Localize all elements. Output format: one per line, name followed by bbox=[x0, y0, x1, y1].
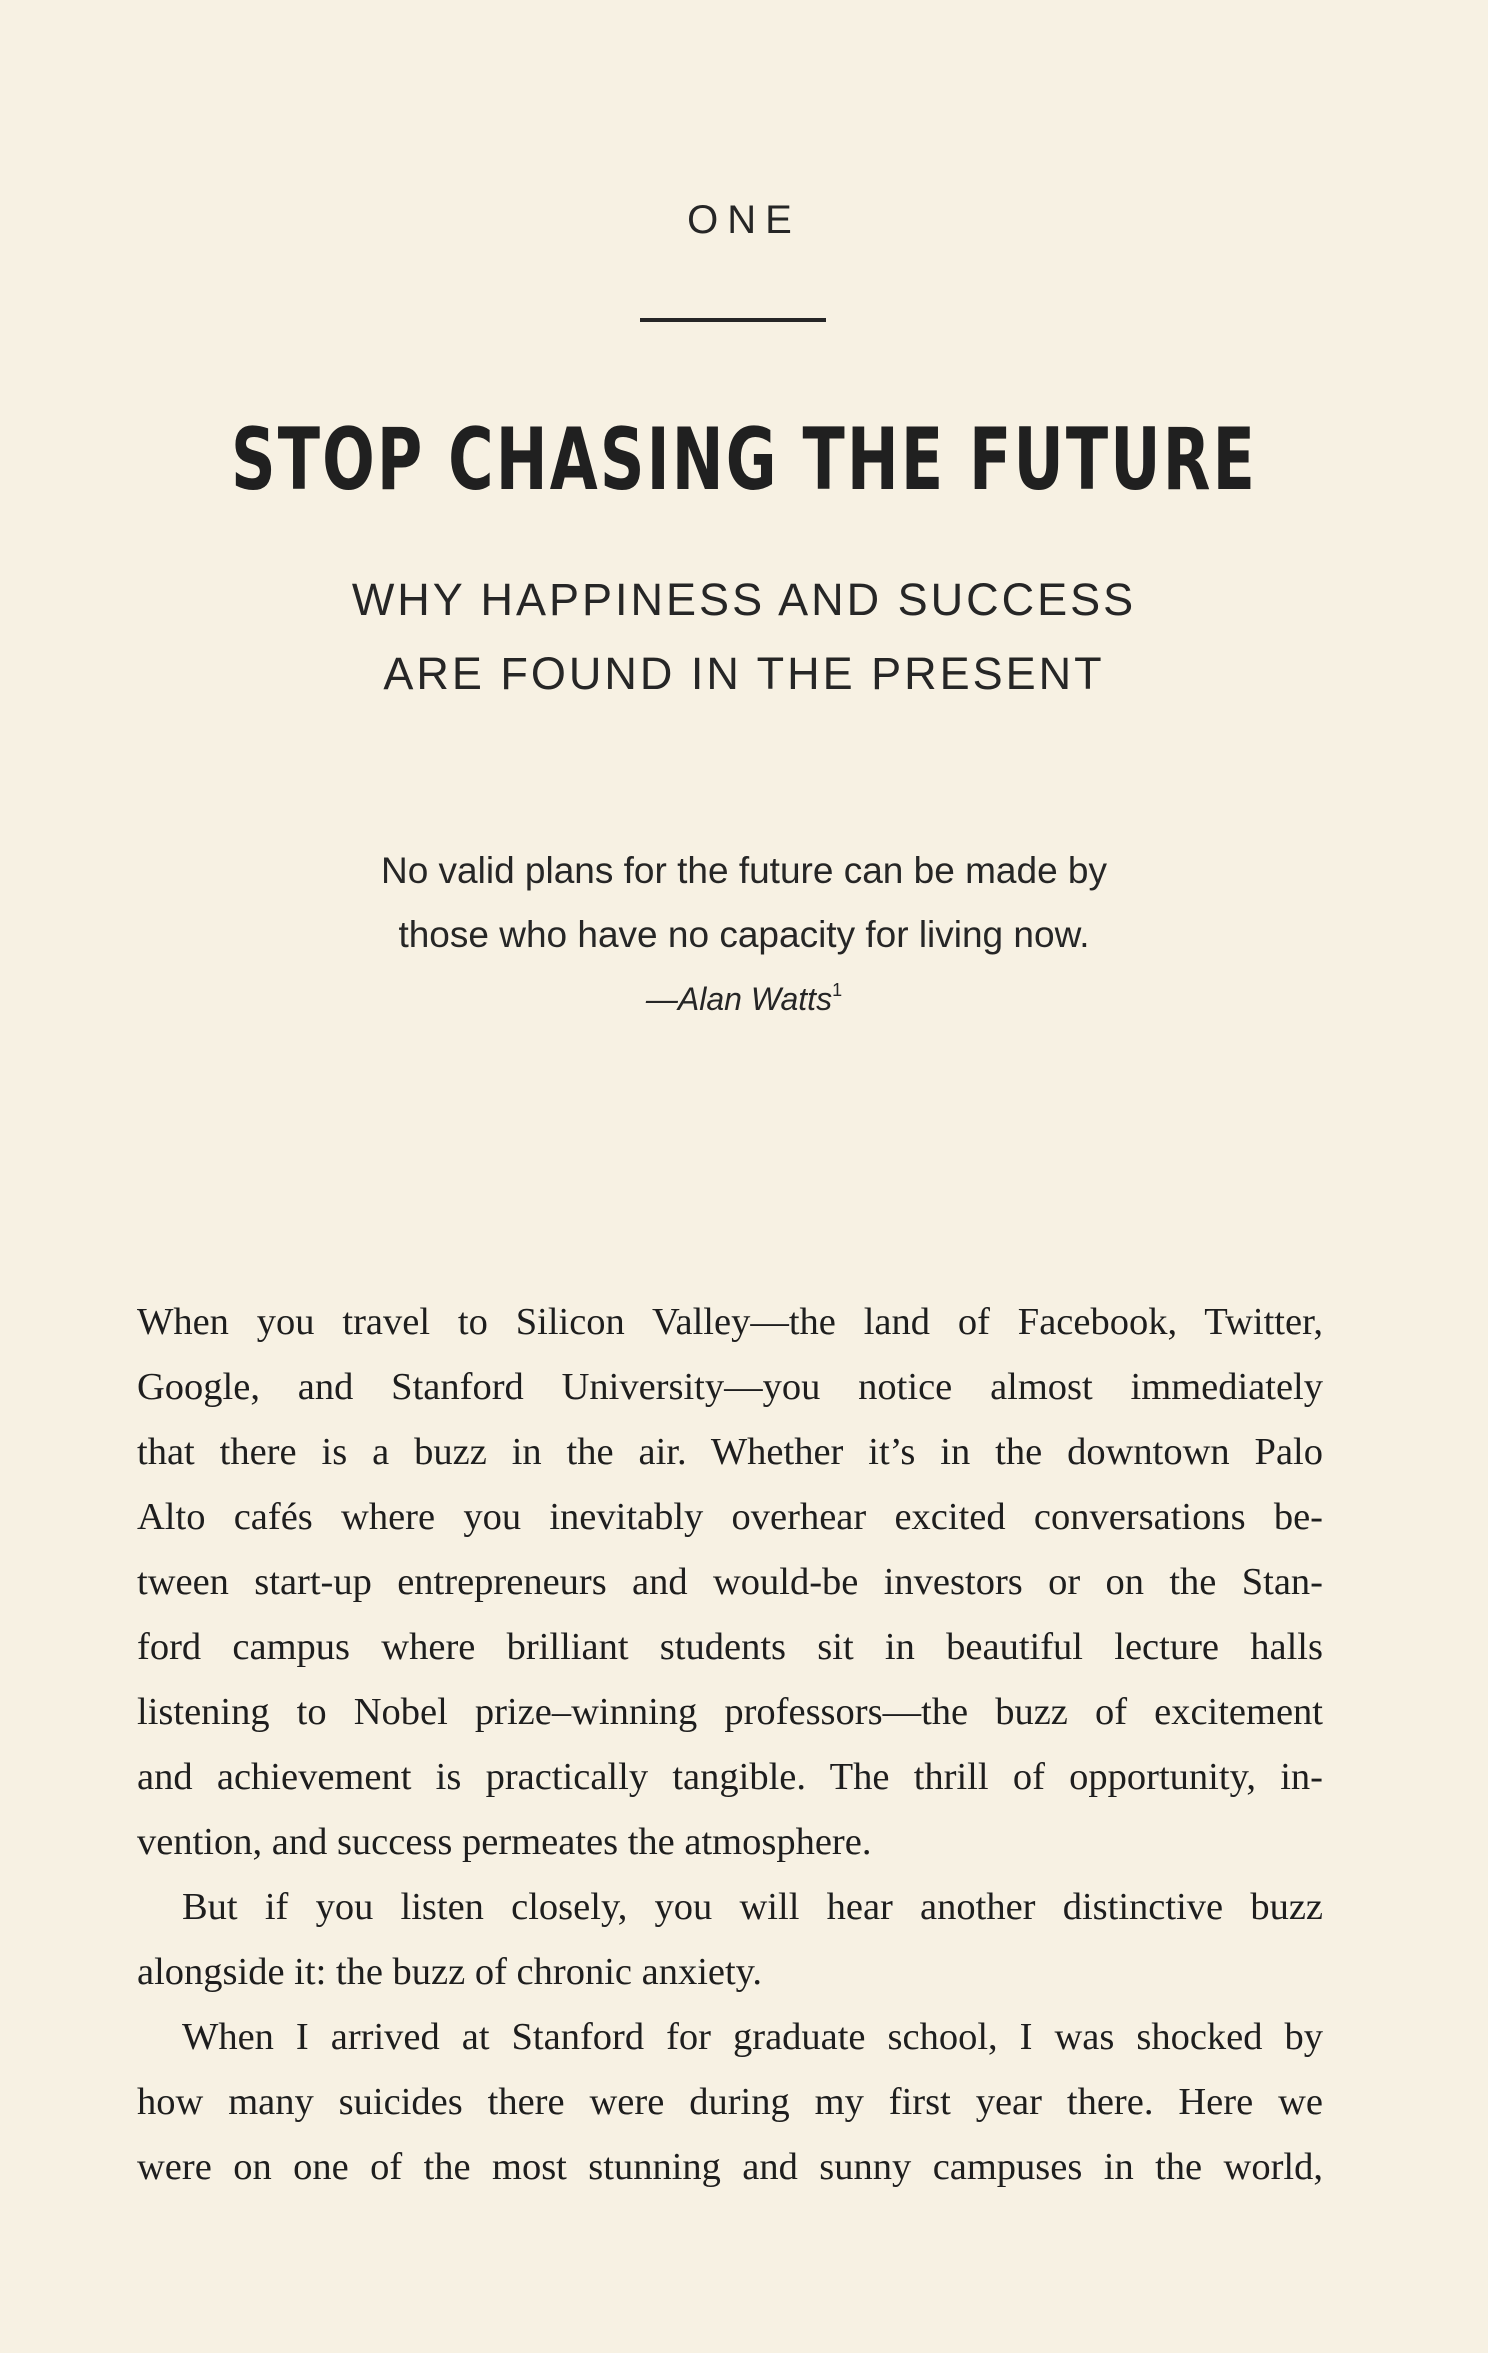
text-line: alongside it: the buzz of chronic anxiety. bbox=[137, 1951, 763, 1993]
chapter-title: STOP CHASING THE FUTURE bbox=[230, 410, 1258, 510]
text-line: When I arrived at Stanford for graduate school, I was shocked by bbox=[182, 2016, 1323, 2058]
text-line: Google, and Stanford University—you notice almost immediately bbox=[137, 1366, 1323, 1408]
text-line: When you travel to Silicon Valley—the land of Facebook, Twitter, bbox=[137, 1301, 1323, 1343]
text-line: tween start-up entrepreneurs and would-be investors or on the Stan- bbox=[137, 1561, 1323, 1603]
text-line: listening to Nobel prize–winning professors—the buzz of excitement bbox=[137, 1691, 1323, 1733]
footnote-mark: 1 bbox=[832, 980, 843, 1000]
chapter-subtitle-line-1: WHY HAPPINESS AND SUCCESS bbox=[351, 574, 1137, 625]
epigraph-line-2: those who have no capacity for living now. bbox=[398, 914, 1090, 955]
text-line: that there is a buzz in the air. Whether it’s in the downtown Palo bbox=[137, 1431, 1323, 1473]
body-paragraph-3 bbox=[137, 2005, 1323, 2200]
text-line: vention, and success permeates the atmosphere. bbox=[137, 1821, 872, 1863]
text-line: But if you listen closely, you will hear another distinctive buzz bbox=[182, 1886, 1323, 1928]
epigraph-line-1: No valid plans for the future can be made by bbox=[380, 850, 1108, 891]
text-line: Alto cafés where you inevitably overhear excited conversations be- bbox=[137, 1496, 1323, 1538]
body-paragraph-2 bbox=[137, 1875, 1323, 2005]
epigraph-author: —Alan Watts bbox=[645, 981, 833, 1017]
chapter-divider-rule bbox=[640, 318, 826, 322]
body-paragraph-1 bbox=[137, 1290, 1323, 1875]
text-line: were on one of the most stunning and sunny campuses in the world, bbox=[137, 2146, 1323, 2188]
chapter-number: ONE bbox=[687, 198, 801, 242]
text-line: ford campus where brilliant students sit in beautiful lecture halls bbox=[137, 1626, 1323, 1668]
epigraph-attribution bbox=[0, 980, 1488, 1018]
chapter-subtitle-line-2: ARE FOUND IN THE PRESENT bbox=[383, 648, 1105, 699]
text-line: and achievement is practically tangible. The thrill of opportunity, in- bbox=[137, 1756, 1323, 1798]
text-line: how many suicides there were during my first year there. Here we bbox=[137, 2081, 1323, 2123]
